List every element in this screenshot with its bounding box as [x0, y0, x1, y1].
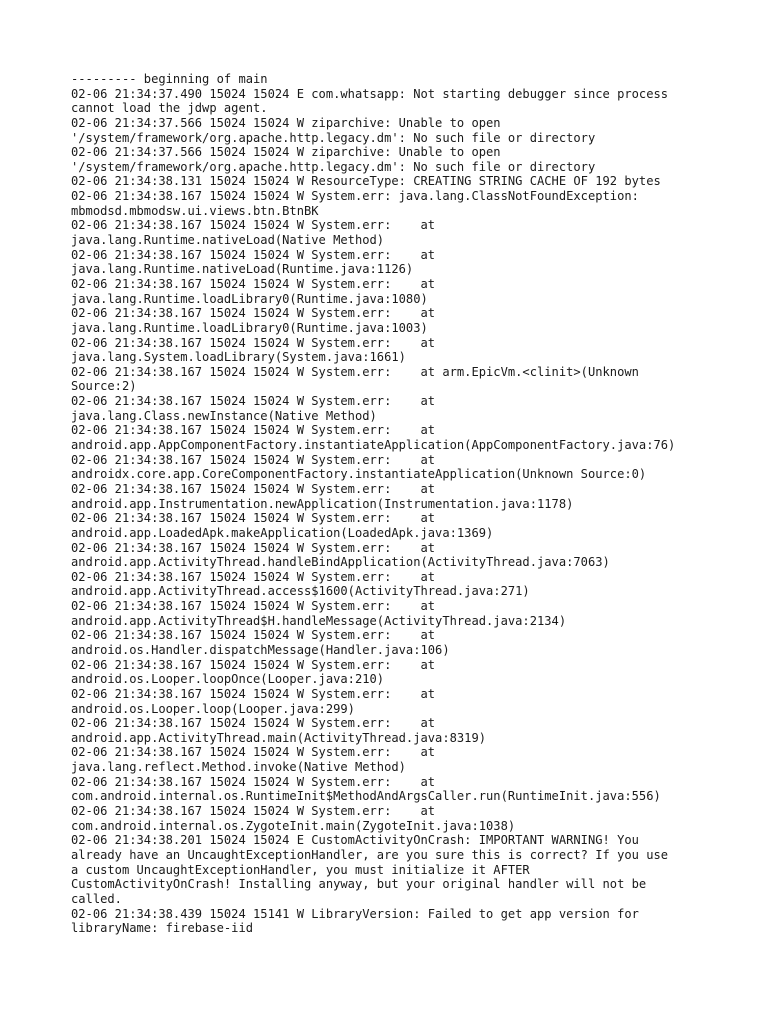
log-line: 02-06 21:34:38.167 15024 15024 W System.err: at [71, 335, 436, 350]
log-line: android.os.Looper.loopOnce(Looper.java:210) [71, 672, 385, 687]
log-line: 02-06 21:34:38.167 15024 15024 W System.err: at [71, 394, 436, 409]
log-line: android.app.ActivityThread.main(ActivityThread.java:8319) [71, 730, 487, 745]
log-line: com.android.internal.os.ZygoteInit.main(ZygoteInit.java:1038) [71, 818, 516, 833]
log-line: 02-06 21:34:38.167 15024 15024 W System.err: at [71, 716, 436, 731]
log-line: 02-06 21:34:38.131 15024 15024 W ResourceType: CREATING STRING CACHE OF 192 bytes [71, 174, 661, 189]
log-line: 02-06 21:34:37.490 15024 15024 E com.whatsapp: Not starting debugger since process [71, 86, 669, 101]
log-line: cannot load the jdwp agent. [71, 101, 268, 116]
log-line: 02-06 21:34:38.167 15024 15024 W System.err: at [71, 452, 436, 467]
log-line: android.app.AppComponentFactory.instantiateApplication(AppComponentFactory.java:76) [71, 438, 676, 453]
log-line: java.lang.Runtime.loadLibrary0(Runtime.java:1003) [71, 320, 428, 335]
log-line: called. [71, 891, 122, 906]
log-line: android.app.ActivityThread$H.handleMessage(ActivityThread.java:2134) [71, 613, 567, 628]
log-line: --------- beginning of main [71, 72, 268, 86]
log-line: libraryName: firebase-iid [71, 921, 254, 936]
log-line: android.os.Handler.dispatchMessage(Handler.java:106) [71, 642, 450, 657]
log-line: '/system/framework/org.apache.http.legacy.dm': No such file or directory [71, 130, 596, 145]
log-line: already have an UncaughtExceptionHandler, are you sure this is correct? If you use [71, 847, 669, 862]
log-line: 02-06 21:34:38.167 15024 15024 W System.err: at [71, 306, 436, 321]
log-line: java.lang.System.loadLibrary(System.java:1661) [71, 350, 406, 365]
log-line: java.lang.Class.newInstance(Native Method) [71, 408, 377, 423]
log-line: androidx.core.app.CoreComponentFactory.instantiateApplication(Unknown Source:0) [71, 467, 647, 482]
log-line: 02-06 21:34:38.167 15024 15024 W System.err: at [71, 686, 436, 701]
log-line: 02-06 21:34:38.201 15024 15024 E CustomActivityOnCrash: IMPORTANT WARNING! You [71, 833, 639, 848]
log-line: Source:2) [71, 379, 137, 394]
log-line: 02-06 21:34:38.167 15024 15024 W System.err: at [71, 247, 436, 262]
log-line: 02-06 21:34:38.167 15024 15024 W System.err: at [71, 569, 436, 584]
log-line: 02-06 21:34:38.167 15024 15024 W System.err: at [71, 774, 436, 789]
log-line: mbmodsd.mbmodsw.ui.views.btn.BtnBK [71, 203, 319, 218]
log-line: java.lang.reflect.Method.invoke(Native Method) [71, 760, 406, 775]
log-line: android.os.Looper.loop(Looper.java:299) [71, 701, 355, 716]
log-line: 02-06 21:34:38.167 15024 15024 W System.err: at [71, 511, 436, 526]
log-line: 02-06 21:34:38.167 15024 15024 W System.err: at [71, 218, 436, 233]
log-line: java.lang.Runtime.loadLibrary0(Runtime.java:1080) [71, 291, 428, 306]
log-line: '/system/framework/org.apache.http.legacy.dm': No such file or directory [71, 159, 596, 174]
log-output [71, 72, 761, 936]
log-line: 02-06 21:34:38.167 15024 15024 W System.err: at [71, 804, 436, 819]
log-line: java.lang.Runtime.nativeLoad(Runtime.java:1126) [71, 262, 414, 277]
log-line: 02-06 21:34:38.167 15024 15024 W System.err: at [71, 745, 436, 760]
log-line: 02-06 21:34:38.167 15024 15024 W System.err: at [71, 599, 436, 614]
log-line: 02-06 21:34:38.167 15024 15024 W System.err: at [71, 481, 436, 496]
log-line: android.app.ActivityThread.handleBindApplication(ActivityThread.java:7063) [71, 555, 610, 570]
log-line: 02-06 21:34:38.167 15024 15024 W System.err: at [71, 276, 436, 291]
log-line: 02-06 21:34:38.167 15024 15024 W System.err: at arm.EpicVm.<clinit>(Unknown [71, 364, 639, 379]
log-line: android.app.Instrumentation.newApplication(Instrumentation.java:1178) [71, 496, 574, 511]
log-line: android.app.LoadedApk.makeApplication(LoadedApk.java:1369) [71, 525, 494, 540]
log-line: 02-06 21:34:38.167 15024 15024 W System.err: at [71, 423, 436, 438]
log-line: 02-06 21:34:38.439 15024 15141 W LibraryVersion: Failed to get app version for [71, 906, 639, 921]
log-line: java.lang.Runtime.nativeLoad(Native Method) [71, 233, 385, 248]
log-line: 02-06 21:34:38.167 15024 15024 W System.err: at [71, 628, 436, 643]
log-line: 02-06 21:34:38.167 15024 15024 W System.err: at [71, 540, 436, 555]
log-line: a custom UncaughtExceptionHandler, you must initialize it AFTER [71, 862, 530, 877]
log-line: CustomActivityOnCrash! Installing anyway, but your original handler will not be [71, 877, 647, 892]
log-line: 02-06 21:34:37.566 15024 15024 W ziparchive: Unable to open [71, 115, 501, 130]
log-line: 02-06 21:34:38.167 15024 15024 W System.err: java.lang.ClassNotFoundException: [71, 189, 639, 204]
log-line: com.android.internal.os.RuntimeInit$MethodAndArgsCaller.run(RuntimeInit.java:556) [71, 789, 661, 804]
log-line: android.app.ActivityThread.access$1600(ActivityThread.java:271) [71, 584, 530, 599]
log-line: 02-06 21:34:37.566 15024 15024 W ziparchive: Unable to open [71, 145, 501, 160]
log-line: 02-06 21:34:38.167 15024 15024 W System.err: at [71, 657, 436, 672]
